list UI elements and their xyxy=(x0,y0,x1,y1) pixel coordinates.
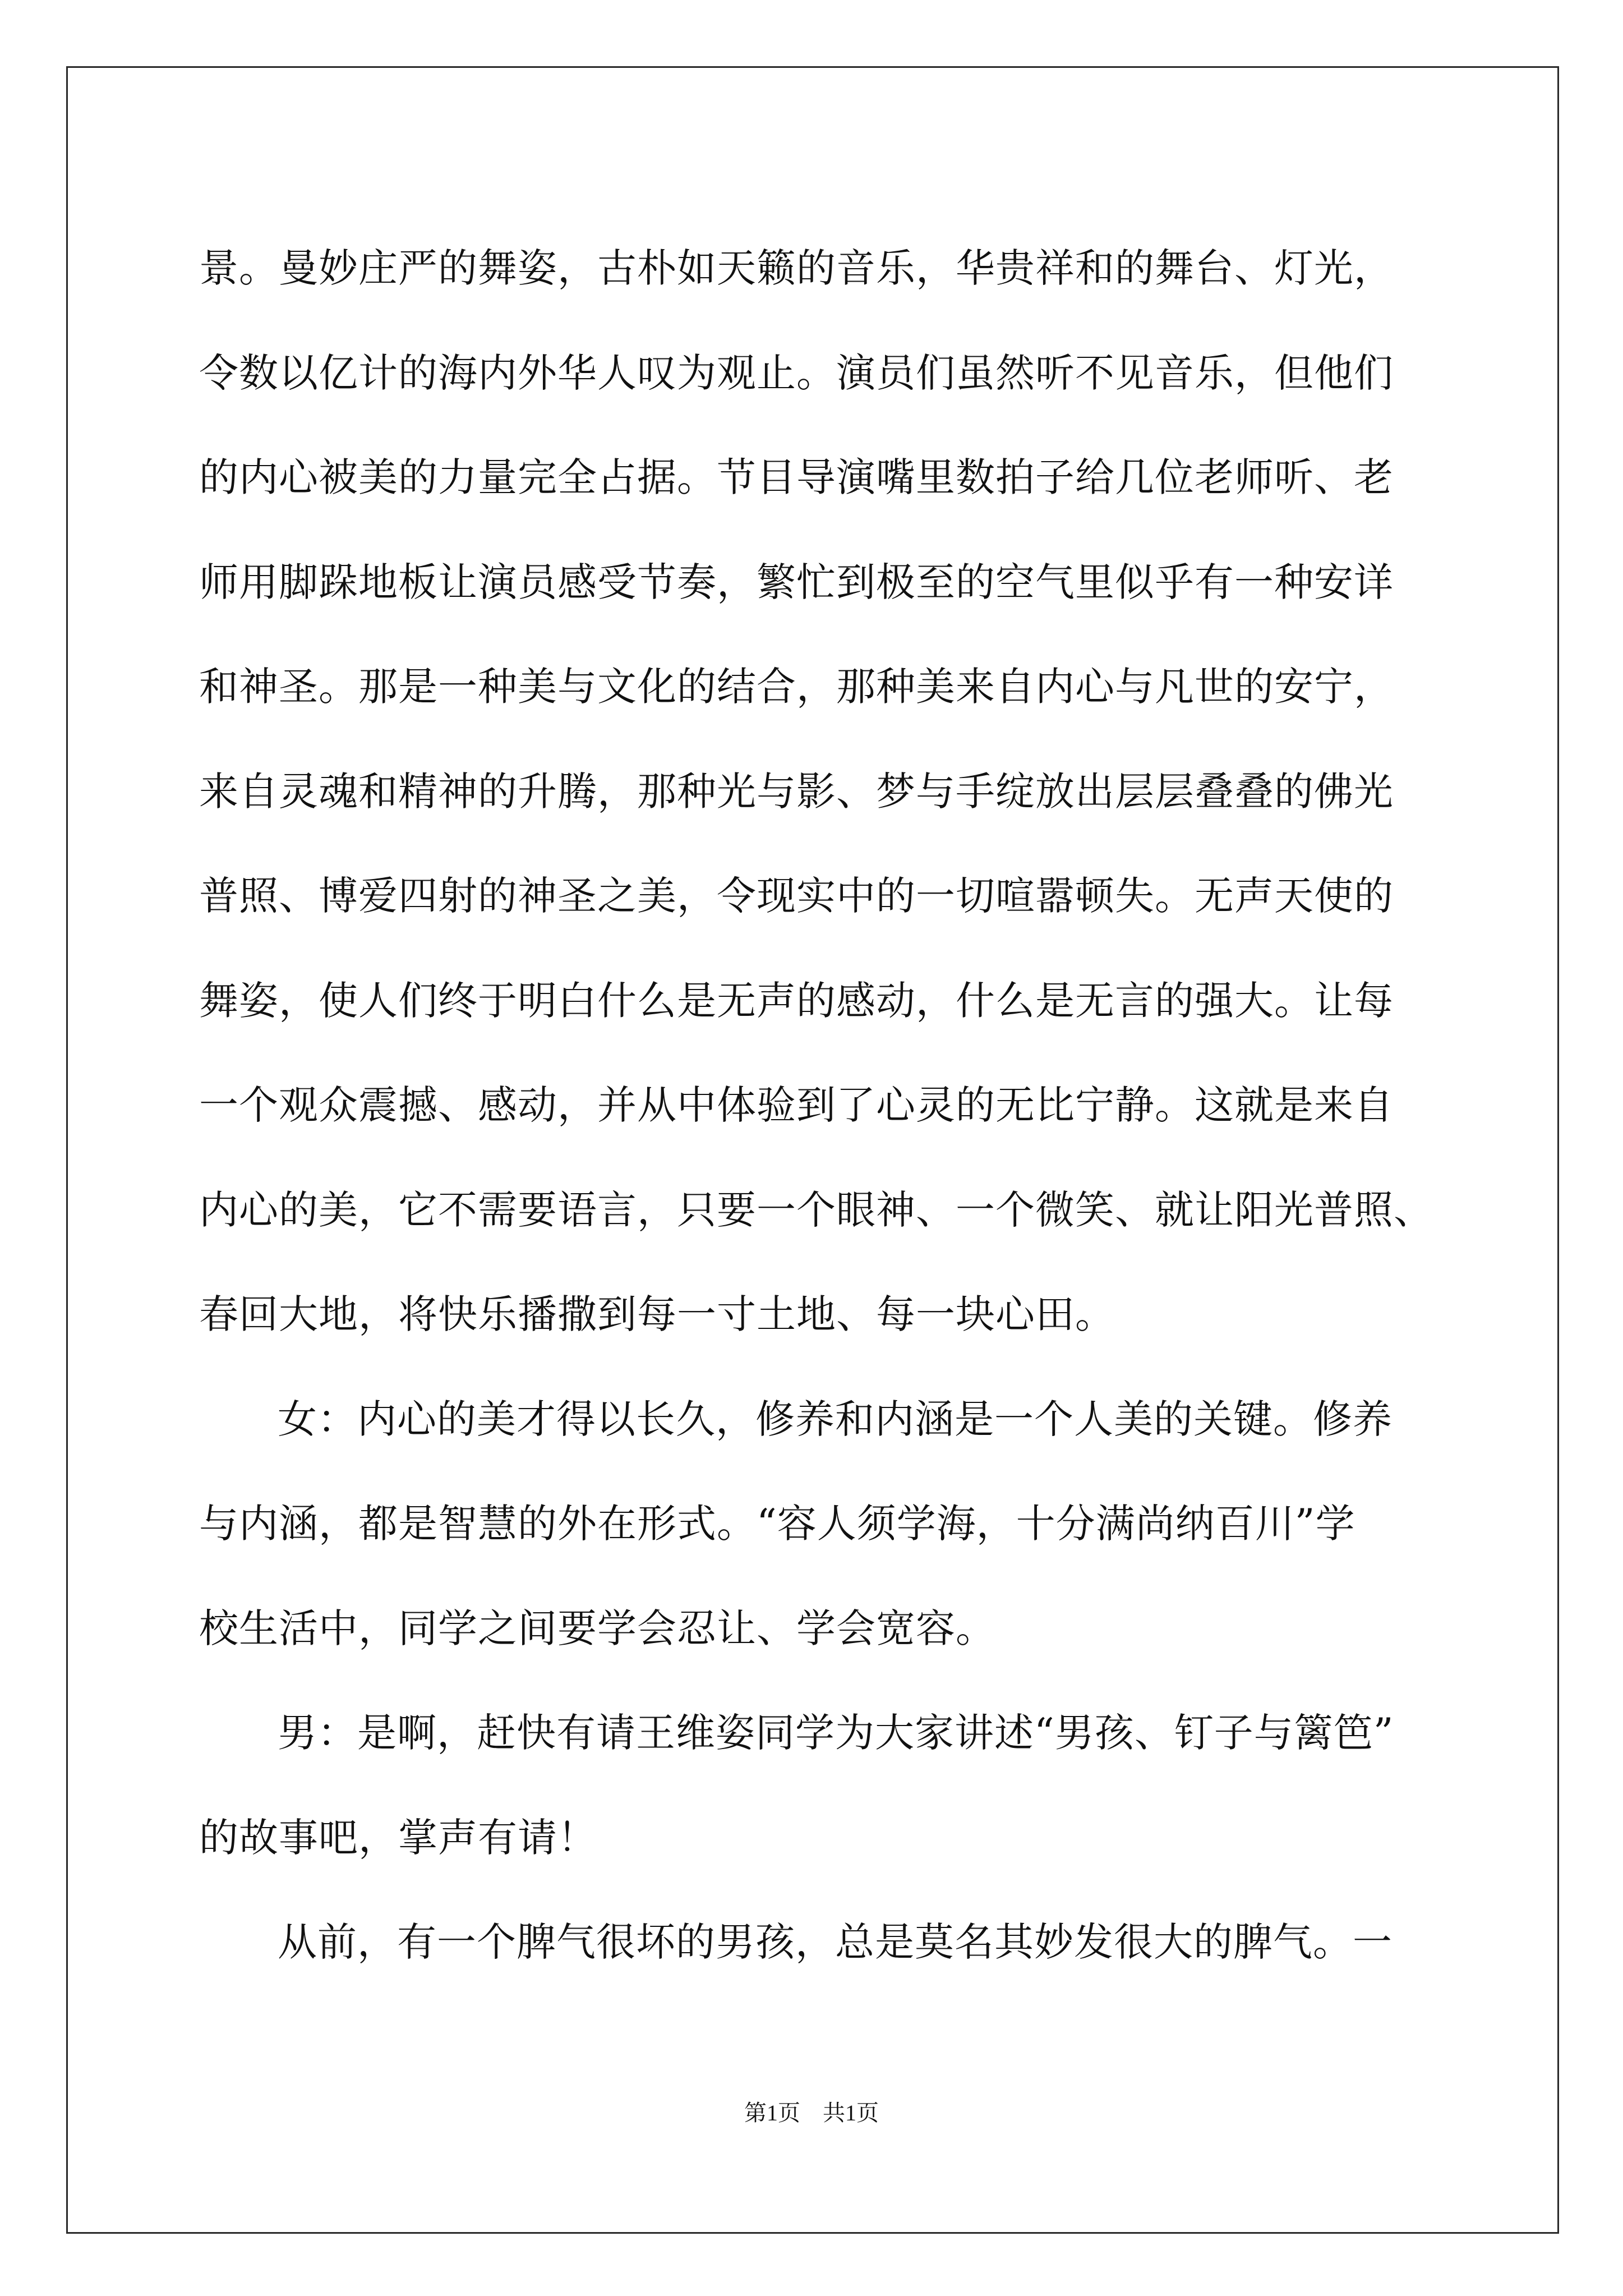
text-line: 令数以亿计的海内外华人叹为观止。演员们虽然听不见音乐，但他们 xyxy=(199,349,1394,396)
text-line: 春回大地，将快乐播撒到每一寸土地、每一块心田。 xyxy=(199,1291,1115,1337)
text-line: 普照、博爱四射的神圣之美，令现实中的一切喧嚣顿失。无声天使的 xyxy=(199,873,1394,919)
paragraph-start-line: 从前，有一个脾气很坏的男孩，总是莫名其妙发很大的脾气。一 xyxy=(278,1919,1393,1965)
text-line: 舞姿，使人们终于明白什么是无声的感动，什么是无言的强大。让每 xyxy=(199,977,1394,1024)
text-line: 师用脚跺地板让演员感受节奏，繁忙到极至的空气里似乎有一种安详 xyxy=(199,559,1394,605)
text-line: 的内心被美的力量完全占据。节目导演嘴里数拍子给几位老师听、老 xyxy=(199,454,1394,500)
document-body xyxy=(199,216,1478,1995)
text-line: 校生活中，同学之间要学会忍让、学会宽容。 xyxy=(199,1605,995,1651)
text-line: 的故事吧，掌声有请！ xyxy=(199,1814,597,1861)
text-line: 与内涵，都是智慧的外在形式。“容人须学海，十分满尚纳百川”学 xyxy=(199,1501,1355,1547)
text-line: 内心的美，它不需要语言，只要一个眼神、一个微笑、就让阳光普照、 xyxy=(199,1186,1433,1233)
paragraph-start-line: 男：是啊，赶快有请王维姿同学为大家讲述“男孩、钉子与篱笆” xyxy=(278,1710,1394,1756)
paragraph-start-line: 女：内心的美才得以长久，修养和内涵是一个人美的关键。修养 xyxy=(278,1396,1393,1442)
text-line: 一个观众震撼、感动，并从中体验到了心灵的无比宁静。这就是来自 xyxy=(199,1082,1394,1128)
text-line: 景。曼妙庄严的舞姿，古朴如天籁的音乐，华贵祥和的舞台、灯光， xyxy=(199,245,1394,291)
page-number-footer: 第1页 共1页 xyxy=(744,2100,879,2125)
text-line: 来自灵魂和精神的升腾，那种光与影、梦与手绽放出层层叠叠的佛光 xyxy=(199,768,1394,815)
text-line: 和神圣。那是一种美与文化的结合，那种美来自内心与凡世的安宁， xyxy=(199,664,1394,710)
